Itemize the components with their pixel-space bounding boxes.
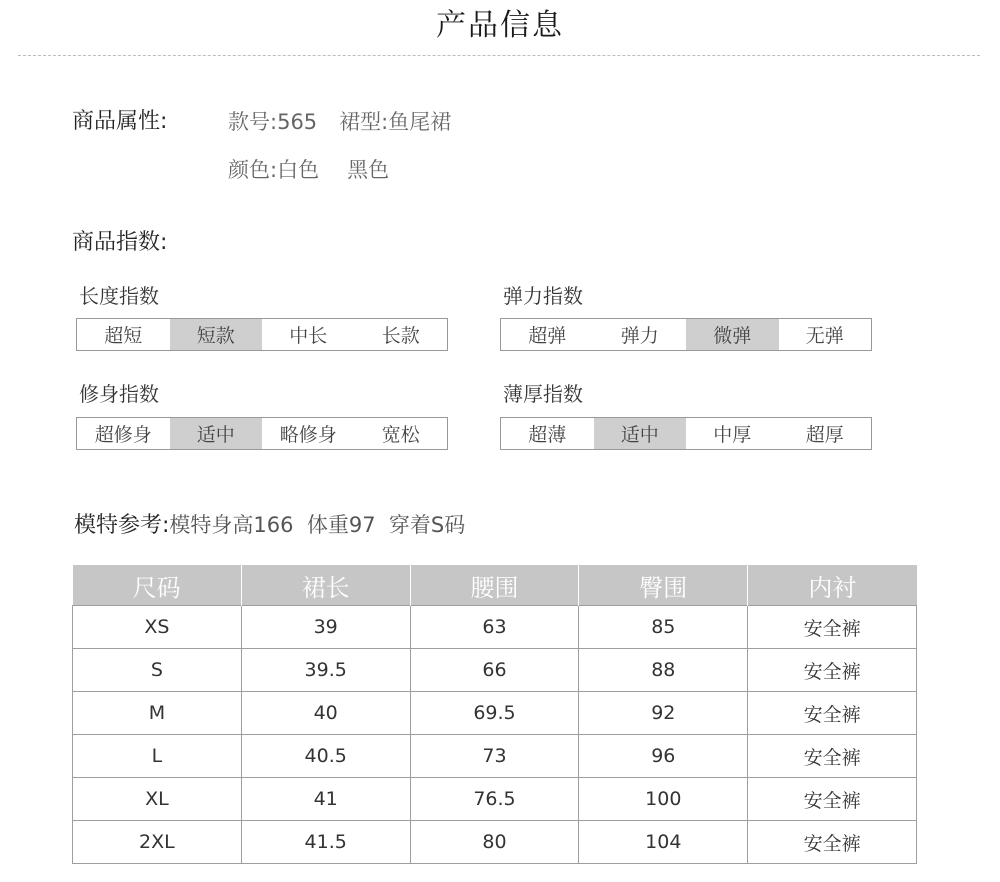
thickness-option: 超薄 — [528, 424, 567, 446]
table-cell: 39.5 — [241, 649, 410, 692]
attributes-line-1 — [228, 107, 451, 137]
table-cell: 73 — [410, 735, 579, 778]
indices-heading: 商品指数: — [72, 230, 168, 255]
table-cell: 80 — [410, 821, 579, 864]
table-cell: 安全裤 — [748, 606, 917, 649]
header-hip: 臀围 — [579, 565, 748, 606]
model-reference-label: 模特参考: — [74, 513, 170, 538]
table-cell: S — [73, 649, 242, 692]
attributes-line-2 — [228, 155, 389, 185]
fit-option: 超修身 — [94, 424, 152, 446]
table-cell: 104 — [579, 821, 748, 864]
table-cell: 安全裤 — [748, 735, 917, 778]
table-cell: 41.5 — [241, 821, 410, 864]
table-cell: 63 — [410, 606, 579, 649]
table-cell: 40 — [241, 692, 410, 735]
table-cell: XS — [73, 606, 242, 649]
table-cell: 96 — [579, 735, 748, 778]
fit-option: 适中 — [170, 418, 263, 449]
fit-option: 宽松 — [381, 424, 420, 446]
thickness-index-bar — [500, 417, 872, 450]
table-cell: 安全裤 — [748, 821, 917, 864]
table-cell: 2XL — [73, 821, 242, 864]
table-row — [73, 778, 917, 821]
style-no-label: 款号: — [228, 110, 278, 134]
table-cell: 69.5 — [410, 692, 579, 735]
size-table — [72, 565, 917, 864]
thickness-option: 超厚 — [805, 424, 844, 446]
fit-index-bar — [76, 417, 448, 450]
length-option: 短款 — [170, 319, 263, 350]
header-waist: 腰围 — [410, 565, 579, 606]
fit-index-label: 修身指数 — [79, 382, 159, 406]
length-index-bar — [76, 318, 448, 351]
table-cell: 安全裤 — [748, 649, 917, 692]
table-cell: XL — [73, 778, 242, 821]
skirt-type-label: 裙型: — [339, 110, 389, 134]
table-cell: 40.5 — [241, 735, 410, 778]
elasticity-option: 微弹 — [686, 319, 779, 350]
table-cell: 85 — [579, 606, 748, 649]
table-row — [73, 735, 917, 778]
length-index-label: 长度指数 — [79, 284, 159, 308]
table-row — [73, 606, 917, 649]
elasticity-option: 弹力 — [620, 325, 659, 347]
page-title: 产品信息 — [436, 8, 564, 43]
table-cell: 安全裤 — [748, 778, 917, 821]
header-size: 尺码 — [73, 565, 242, 606]
style-no-value: 565 — [277, 110, 318, 134]
header-lining: 内衬 — [748, 565, 917, 606]
title-divider — [18, 55, 980, 56]
color-value-white: 白色 — [277, 158, 320, 182]
elasticity-index-label: 弹力指数 — [503, 284, 583, 308]
table-cell: L — [73, 735, 242, 778]
table-cell: 100 — [579, 778, 748, 821]
table-cell: M — [73, 692, 242, 735]
table-row — [73, 692, 917, 735]
skirt-type-value: 鱼尾裙 — [388, 110, 452, 134]
thickness-option: 中厚 — [713, 424, 752, 446]
table-cell: 41 — [241, 778, 410, 821]
header-skirt-length: 裙长 — [241, 565, 410, 606]
table-cell: 88 — [579, 649, 748, 692]
color-value-black: 黑色 — [347, 158, 390, 182]
color-label: 颜色: — [228, 158, 278, 182]
fit-option: 略修身 — [279, 424, 337, 446]
elasticity-option: 无弹 — [805, 325, 844, 347]
table-cell: 安全裤 — [748, 692, 917, 735]
table-cell: 76.5 — [410, 778, 579, 821]
thickness-option: 适中 — [594, 418, 687, 449]
table-cell: 39 — [241, 606, 410, 649]
size-table-header-row — [73, 565, 917, 606]
table-row — [73, 821, 917, 864]
thickness-index-label: 薄厚指数 — [503, 382, 583, 406]
table-cell: 92 — [579, 692, 748, 735]
elasticity-option: 超弹 — [528, 325, 567, 347]
model-reference — [74, 510, 465, 541]
elasticity-index-bar — [500, 318, 872, 351]
table-cell: 66 — [410, 649, 579, 692]
table-row — [73, 649, 917, 692]
length-option: 中长 — [289, 325, 328, 347]
model-reference-text: 模特身高166 体重97 穿着S码 — [169, 513, 466, 537]
length-option: 超短 — [104, 325, 143, 347]
length-option: 长款 — [381, 325, 420, 347]
attributes-heading: 商品属性: — [72, 109, 168, 134]
